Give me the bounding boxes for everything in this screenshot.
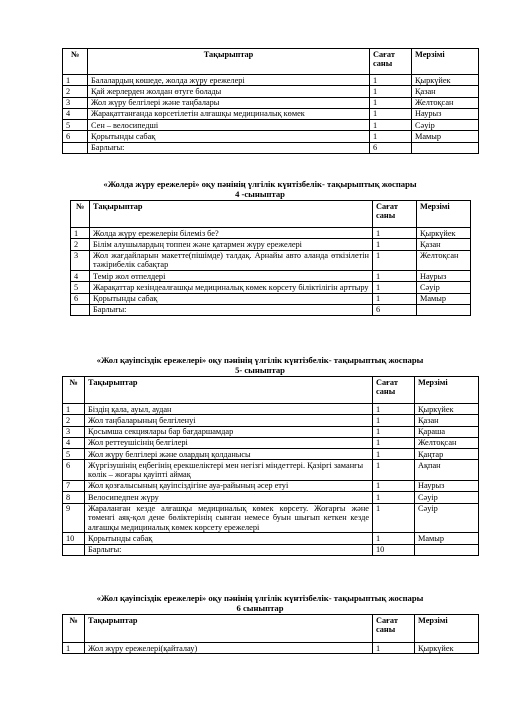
table-total-row (63, 544, 479, 555)
row-term: Желтоқсан (417, 250, 471, 271)
row-term: Қазан (415, 415, 479, 426)
row-hours: 1 (373, 250, 417, 271)
row-topic: Біздің қала, ауыл, аудан (85, 404, 373, 415)
section-title-5: «Жол қауіпсіздік ережелері» оқу пәнінің үлгілік күнтізбелік- тақырыптық жоспары (96, 355, 424, 365)
table-row (63, 415, 479, 426)
table-row (63, 480, 479, 491)
row-hours: 1 (370, 120, 412, 131)
row-topic: Қорытынды сабақ (90, 293, 373, 304)
row-hours: 1 (373, 282, 417, 293)
row-number: 5 (71, 282, 90, 293)
plan-table-4 (62, 614, 479, 654)
table-row (63, 460, 479, 481)
table-row (71, 282, 471, 293)
total-label: Барлығы: (85, 544, 373, 555)
section-subtitle-6: 6 сыныптар (236, 603, 284, 613)
row-hours: 1 (373, 503, 415, 533)
row-topic: Велосипедпен жүру (85, 492, 373, 503)
row-term: Наурыз (412, 108, 479, 119)
row-hours: 1 (373, 271, 417, 282)
row-number: 3 (71, 250, 90, 271)
row-number: 2 (63, 415, 85, 426)
row-hours: 1 (373, 426, 415, 437)
row-number: 4 (63, 437, 85, 448)
row-number: 1 (63, 75, 88, 86)
row-topic: Жол таңбаларының белгіленуі (85, 415, 373, 426)
header-topics: Тақырыптар (90, 201, 373, 228)
total-value: 6 (370, 142, 412, 153)
row-number: 6 (71, 293, 90, 304)
table-header-row (63, 615, 479, 643)
total-value: 6 (373, 304, 417, 315)
row-number: 4 (63, 108, 88, 119)
row-hours: 1 (370, 86, 412, 97)
row-topic: Сен – велосипедші (88, 120, 370, 131)
row-topic: Жол жүру ережелері(қайталау) (85, 643, 373, 654)
row-topic: Темір жол өтпелдері (90, 271, 373, 282)
header-term: Мерзімі (415, 615, 479, 643)
row-term: Сәуір (412, 120, 479, 131)
row-term: Қараша (415, 426, 479, 437)
row-topic: Қосымша секциялары бар бағдаршамдар (85, 426, 373, 437)
row-hours: 1 (373, 492, 415, 503)
plan-table-2 (70, 200, 471, 316)
row-number: 5 (63, 449, 85, 460)
table-row (63, 404, 479, 415)
row-topic: Жолда жүру ережелерін білеміз бе? (90, 228, 373, 239)
header-number: № (63, 615, 85, 643)
row-hours: 1 (370, 75, 412, 86)
row-topic: Білім алушылардың топпен және қатармен жүру ережелері (90, 239, 373, 250)
table-total-row (71, 304, 471, 315)
row-topic: Жарақаттанғанда көрсетілетін алғашқы медициналық көмек (88, 108, 370, 119)
row-topic: Жарақаттар кезіндеалғашқы медициналық көмек көрсету біліктілігін арттыру (90, 282, 373, 293)
row-hours: 1 (370, 108, 412, 119)
row-term: Қыркүйек (417, 228, 471, 239)
total-label: Барлығы: (90, 304, 373, 315)
row-hours: 1 (373, 437, 415, 448)
table-row (63, 120, 479, 131)
row-number: 1 (63, 643, 85, 654)
row-number: 1 (71, 228, 90, 239)
row-number: 1 (63, 404, 85, 415)
table-row (63, 449, 479, 460)
row-topic: Жол жағдайларын макетте(пішімде) талдақ. Арнайы авто аланда өткізілетін тәжірибелік сабақтар (90, 250, 373, 271)
header-topics: Тақырыптар (85, 377, 373, 404)
row-topic: Жол қозғалысының қауіпсіздігіне ауа-райының әсер етуі (85, 480, 373, 491)
row-term: Сәуір (415, 492, 479, 503)
row-number: 7 (63, 480, 85, 491)
row-term: Сәуір (415, 503, 479, 533)
row-hours: 1 (373, 449, 415, 460)
row-term: Мамыр (417, 293, 471, 304)
header-hours: Сағат саны (373, 615, 415, 643)
row-term: Сәуір (417, 282, 471, 293)
row-hours: 1 (370, 131, 412, 142)
row-number: 2 (71, 239, 90, 250)
table-row (63, 643, 479, 654)
table-row (71, 293, 471, 304)
row-term: Қазан (417, 239, 471, 250)
table-row (63, 492, 479, 503)
section-title-6: «Жол қауіпсіздік ережелері» оқу пәнінің үлгілік күнтізбелік- тақырыптық жоспары (96, 593, 424, 603)
table-row (63, 503, 479, 533)
row-hours: 1 (373, 293, 417, 304)
row-hours: 1 (373, 415, 415, 426)
row-topic: Жол реттеушісінің белгілері (85, 437, 373, 448)
row-hours: 1 (373, 228, 417, 239)
row-term: Қаңтар (415, 449, 479, 460)
row-term: Қыркүйек (415, 404, 479, 415)
row-term: Желтоқсан (412, 97, 479, 108)
row-topic: Қорытынды сабақ (85, 533, 373, 544)
row-number: 4 (71, 271, 90, 282)
row-number: 3 (63, 97, 88, 108)
header-term: Мерзімі (415, 377, 479, 404)
row-topic: Жараланған кезде алғашқы медициналық көмек көрсету. Жоғарғы және төменгі аяқ-қол дене бөліктерінің сынған немесе буын шығып кеткен кезде алғашқы медициналық көмек көрсету ережелері (85, 503, 373, 533)
header-number: № (63, 49, 88, 75)
header-number: № (63, 377, 85, 404)
total-value: 10 (373, 544, 415, 555)
row-number: 3 (63, 426, 85, 437)
header-hours: Сағат саны (370, 49, 412, 75)
row-number: 2 (63, 86, 88, 97)
row-number: 5 (63, 120, 88, 131)
row-term: Наурыз (417, 271, 471, 282)
table-row (71, 228, 471, 239)
row-topic: Жол жүру белгілері және олардың қолданысы (85, 449, 373, 460)
row-hours: 1 (370, 97, 412, 108)
row-hours: 1 (373, 533, 415, 544)
row-topic: Қай жерлерден жолдан өтуге болады (88, 86, 370, 97)
header-number: № (71, 201, 90, 228)
table-row (63, 533, 479, 544)
table-header-row (63, 377, 479, 404)
plan-table-3 (62, 376, 479, 556)
row-number: 9 (63, 503, 85, 533)
row-topic: Жүргізушінің еңбегінің ерекшеліктері мен негізгі міндеттері. Қазіргі заманғы көлік – жоғары қауіпті аймақ (85, 460, 373, 481)
table-row (63, 75, 479, 86)
table-row (63, 86, 479, 97)
row-number: 6 (63, 460, 85, 481)
header-hours: Сағат саны (373, 201, 417, 228)
header-term: Мерзімі (417, 201, 471, 228)
table-row (63, 437, 479, 448)
table-row (63, 131, 479, 142)
total-label: Барлығы: (88, 142, 370, 153)
row-topic: Жол жүру белгілері және таңбалары (88, 97, 370, 108)
section-subtitle-4: 4 -сыныптар (235, 189, 285, 199)
row-term: Мамыр (412, 131, 479, 142)
row-number: 10 (63, 533, 85, 544)
row-term: Наурыз (415, 480, 479, 491)
header-hours: Сағат саны (373, 377, 415, 404)
table-row (71, 239, 471, 250)
row-term: Қазан (412, 86, 479, 97)
section-title-4: «Жолда жүру ережелері» оқу пәнінің үлгілік күнтізбелік- тақырыптық жоспары (103, 179, 417, 189)
table-row (63, 426, 479, 437)
row-topic: Балалардың көшеде, жолда жүру ережелері (88, 75, 370, 86)
row-term: Ақпан (415, 460, 479, 481)
header-term: Мерзімі (412, 49, 479, 75)
table-row (63, 97, 479, 108)
section-subtitle-5: 5- сыныптар (235, 365, 285, 375)
row-number: 6 (63, 131, 88, 142)
header-topics: Тақырыптар (85, 615, 373, 643)
row-term: Желтоқсан (415, 437, 479, 448)
table-row (71, 250, 471, 271)
row-term: Қыркүйек (415, 643, 479, 654)
table-row (63, 108, 479, 119)
row-number: 8 (63, 492, 85, 503)
row-hours: 1 (373, 480, 415, 491)
row-term: Мамыр (415, 533, 479, 544)
table-total-row (63, 142, 479, 153)
row-hours: 1 (373, 460, 415, 481)
row-term: Қыркүйек (412, 75, 479, 86)
table-row (71, 271, 471, 282)
row-topic: Қорытынды сабақ (88, 131, 370, 142)
row-hours: 1 (373, 404, 415, 415)
plan-table-1 (62, 48, 479, 154)
table-header-row (63, 49, 479, 75)
table-header-row (71, 201, 471, 228)
header-topics: Тақырыптар (88, 49, 370, 75)
row-hours: 1 (373, 239, 417, 250)
row-hours: 1 (373, 643, 415, 654)
